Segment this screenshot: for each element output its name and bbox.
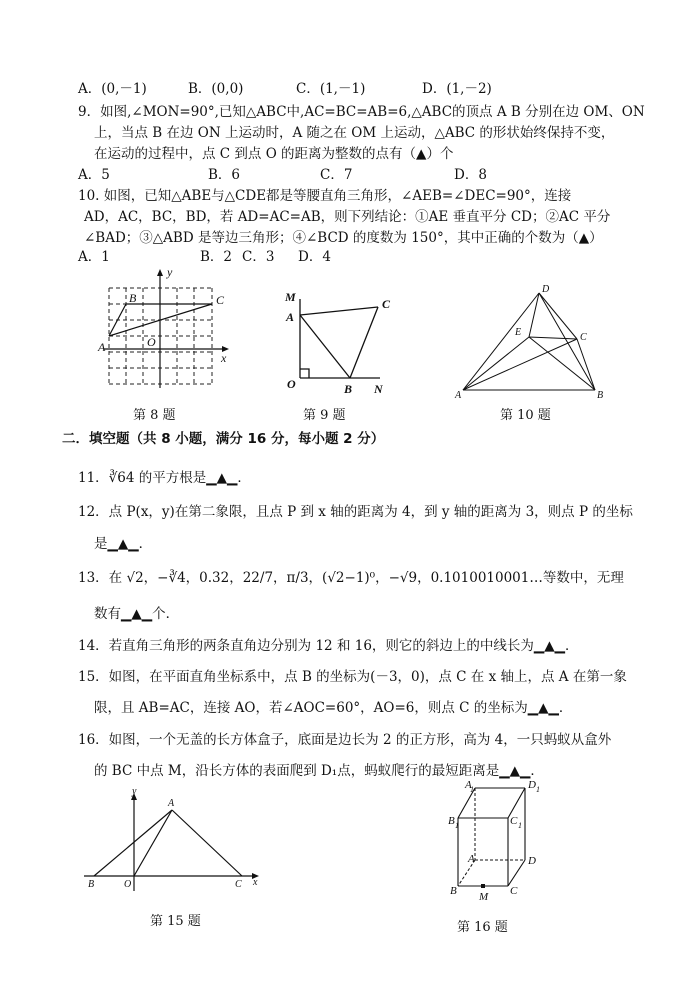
q14-text: 14．若直角三角形的两条直角边分别为 12 和 16，则它的斜边上的中线长为▁▲▁． bbox=[78, 638, 579, 654]
figure-15-diagram bbox=[80, 786, 270, 896]
fig10-label-b: B bbox=[597, 390, 604, 401]
q10-line-3: ∠BAD；③△ABD 是等边三角形；④∠BCD 的度数为 150°，其中正确的个数为（▲） bbox=[84, 230, 603, 246]
fig16-sub-d1: 1 bbox=[536, 785, 540, 794]
fig16-sub-a1: 1 bbox=[470, 785, 474, 794]
fig16-label-b: B bbox=[450, 885, 457, 897]
figure-8-caption: 第 8 题 bbox=[133, 408, 176, 423]
fig8-label-c: C bbox=[216, 293, 225, 307]
q11-text: 11．∛64 的平方根是▁▲▁． bbox=[78, 470, 251, 486]
q8-option-d: D．(1,－2) bbox=[422, 81, 492, 97]
fig15-label-y: y bbox=[132, 786, 137, 797]
fig15-label-c: C bbox=[235, 879, 242, 890]
fig16-label-c1: C bbox=[510, 815, 518, 827]
figure-16-diagram bbox=[440, 776, 560, 916]
fig9-label-b: B bbox=[344, 382, 353, 396]
q10-option-b: B．2 bbox=[200, 249, 233, 265]
q9-option-b: B．6 bbox=[208, 167, 241, 183]
q10-option-a: A．1 bbox=[78, 249, 110, 265]
q16-line-2: 的 BC 中点 M，沿长方体的表面爬到 D₁点，蚂蚁爬行的最短距离是▁▲▁． bbox=[94, 763, 544, 779]
fig15-label-o: O bbox=[124, 879, 132, 890]
fig8-label-o: O bbox=[147, 335, 156, 349]
q15-line-2: 限，且 AB=AC，连接 AO，若∠AOC=60°，AO=6，则点 C 的坐标为▁▲▁． bbox=[94, 700, 573, 716]
fig9-label-m: M bbox=[285, 290, 296, 304]
fig16-sub-c1: 1 bbox=[518, 821, 522, 830]
q8-option-b: B．(0,0) bbox=[188, 81, 244, 97]
fig16-point-m bbox=[481, 884, 485, 888]
figure-16-caption: 第 16 题 bbox=[457, 920, 508, 935]
q10-line-1: 10. 如图，已知△ABE与△CDE都是等腰直角三角形，∠AEB=∠DEC=90°，连接 bbox=[78, 188, 572, 204]
fig16-label-a1: A bbox=[465, 779, 472, 791]
q15-line-1: 15．如图，在平面直角坐标系中，点 B 的坐标为(－3，0)，点 C 在 x 轴上，点 A 在第一象 bbox=[78, 669, 627, 685]
fig9-label-o: O bbox=[287, 377, 296, 391]
fig8-label-y: y bbox=[167, 265, 173, 279]
fig8-label-b: B bbox=[129, 291, 137, 305]
figure-10-caption: 第 10 题 bbox=[500, 408, 551, 423]
figure-9-caption: 第 9 题 bbox=[303, 408, 346, 423]
fig10-label-a: A bbox=[455, 390, 462, 401]
fig16-label-c: C bbox=[510, 885, 518, 897]
fig10-label-e: E bbox=[515, 327, 522, 338]
fig15-label-a: A bbox=[168, 798, 175, 809]
q8-option-a: A．(0,－1) bbox=[78, 81, 147, 97]
q9-line-3: 在运动的过程中，点 C 到点 O 的距离为整数的点有（▲）个 bbox=[94, 146, 454, 162]
q10-line-2: AD，AC，BC，BD，若 AD=AC=AB，则下列结论：①AE 垂直平分 CD；②AC 平分 bbox=[84, 209, 611, 225]
fig8-label-x: x bbox=[221, 351, 227, 365]
fig15-label-x: x bbox=[253, 877, 258, 888]
q9-line-2: 上，当点 B 在边 ON 上运动时，A 随之在 OM 上运动，△ABC 的形状始终保持不变， bbox=[94, 125, 615, 141]
q8-option-c: C．(1,－1) bbox=[296, 81, 366, 97]
fig16-label-d1: D bbox=[528, 779, 536, 791]
fig16-label-a: A bbox=[468, 853, 475, 865]
fig9-label-n: N bbox=[374, 382, 383, 396]
fig8-label-a: A bbox=[98, 340, 106, 354]
q16-line-1: 16．如图，一个无盖的长方体盒子，底面是边长为 2 的正方形，高为 4，一只蚂蚁从盒外 bbox=[78, 732, 612, 748]
section-2-title: 二．填空题（共 8 小题，满分 16 分，每小题 2 分） bbox=[62, 431, 385, 447]
q10-option-c: C．3 bbox=[242, 249, 275, 265]
fig15-label-b: B bbox=[88, 879, 95, 890]
q9-option-c: C．7 bbox=[320, 167, 353, 183]
fig16-label-m: M bbox=[479, 891, 489, 903]
fig9-label-a: A bbox=[286, 310, 295, 324]
figure-8-grid bbox=[100, 264, 235, 389]
q12-line-1: 12．点 P(x，y)在第二象限，且点 P 到 x 轴的距离为 4，到 y 轴的距离为 3，则点 P 的坐标 bbox=[78, 504, 633, 520]
fig16-label-b1: B bbox=[448, 815, 455, 827]
q9-line-1: 9．如图,∠MON=90°,已知△ABC中,AC=BC=AB=6,△ABC的顶点 A B 分别在边 OM、ON bbox=[78, 104, 645, 120]
q13-line-2: 数有▁▲▁个． bbox=[94, 606, 180, 622]
fig9-label-c: C bbox=[382, 297, 391, 311]
q10-option-d: D．4 bbox=[298, 249, 331, 265]
fig10-label-d: D bbox=[542, 284, 550, 295]
figure-9-diagram bbox=[280, 290, 400, 400]
q13-line-1: 13．在 √2，−∛4，0.32，22/7，π/3，(√2−1)⁰，−√9，0.1010010001…等数中，无理 bbox=[78, 570, 624, 586]
figure-10-diagram bbox=[445, 280, 615, 400]
q9-option-d: D．8 bbox=[454, 167, 487, 183]
fig10-label-c: C bbox=[580, 332, 587, 343]
fig16-sub-b1: 1 bbox=[455, 821, 459, 830]
q12-line-2: 是▁▲▁． bbox=[94, 536, 153, 552]
fig16-label-d: D bbox=[528, 855, 536, 867]
q9-option-a: A．5 bbox=[78, 167, 110, 183]
figure-15-caption: 第 15 题 bbox=[150, 914, 201, 929]
